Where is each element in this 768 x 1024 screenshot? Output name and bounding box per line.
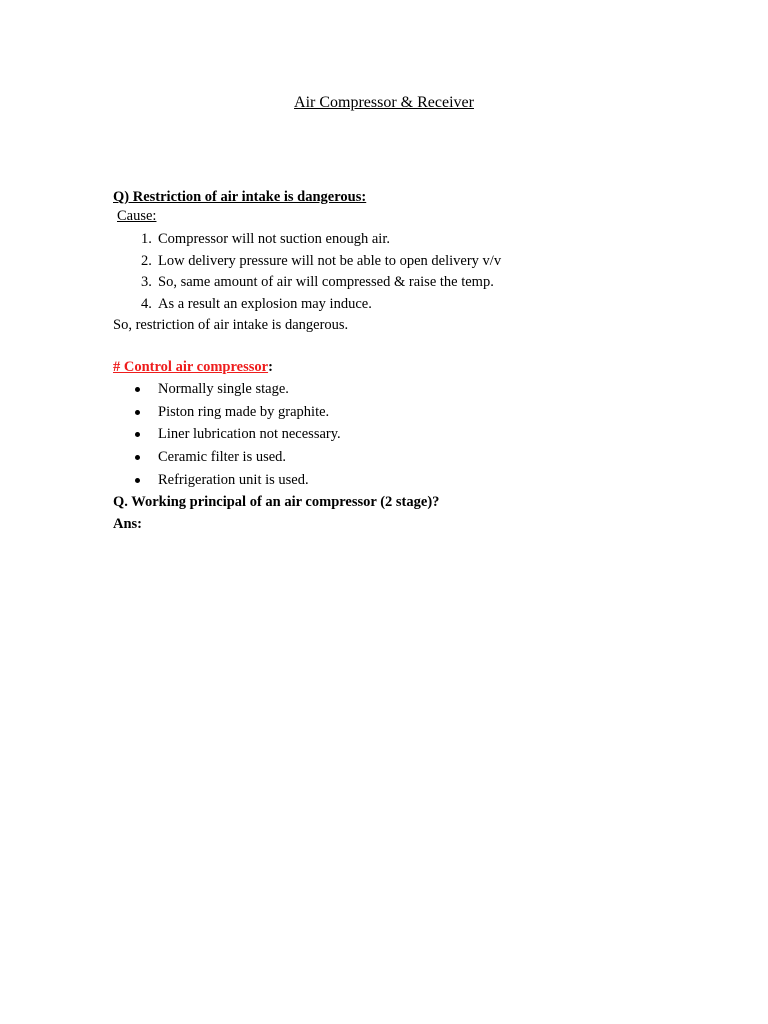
document-title: Air Compressor & Receiver: [294, 94, 474, 111]
list-item: [113, 272, 708, 294]
bullet-icon: [135, 387, 140, 392]
section-control-air-compressor: [113, 356, 708, 535]
list-item-text: Normally single stage.: [158, 381, 289, 397]
section-heading-air-intake: Q) Restriction of air intake is dangerous:: [113, 189, 367, 205]
list-item: [113, 423, 708, 446]
cause-list: [113, 229, 708, 315]
list-item-text: Ceramic filter is used.: [158, 449, 287, 466]
list-item-number: 2.: [141, 252, 152, 269]
list-item-text: Piston ring made by graphite.: [158, 403, 330, 420]
list-item-text: Low delivery pressure will not be able to open delivery v/v: [158, 252, 502, 269]
list-item: [113, 251, 708, 273]
list-item-text: As a result an explosion may induce.: [158, 295, 372, 312]
bullet-icon: [135, 410, 140, 415]
section-heading-control-air-compressor: [113, 356, 708, 378]
cause-label: Cause:: [117, 208, 157, 224]
list-item-text: Compressor will not suction enough air.: [158, 231, 390, 247]
list-item: [113, 446, 708, 469]
control-heading-red-text: # Control air compressor: [113, 359, 269, 375]
bullet-icon: [135, 478, 140, 483]
list-item-text: Refrigeration unit is used.: [158, 471, 309, 488]
question-working-principal: Q. Working principal of an air compressor (2 stage)?: [113, 494, 440, 511]
control-bullet-list: [113, 378, 708, 491]
list-item: [113, 378, 708, 401]
section-air-intake: [113, 189, 708, 336]
list-item-text: So, same amount of air will compressed & raise the temp.: [158, 274, 494, 290]
bullet-icon: [135, 455, 140, 460]
list-item-number: 3.: [141, 274, 152, 290]
bullet-icon: [135, 432, 140, 437]
list-item: [113, 401, 708, 424]
answer-label: Ans:: [113, 516, 143, 533]
conclusion-text: So, restriction of air intake is dangerous.: [113, 317, 349, 333]
list-item-text: Liner lubrication not necessary.: [158, 426, 341, 443]
list-item: [113, 294, 708, 316]
list-item-number: 1.: [141, 231, 152, 247]
list-item: [113, 469, 708, 492]
control-heading-colon: :: [268, 359, 273, 375]
list-item-number: 4.: [141, 295, 152, 312]
list-item: [113, 229, 708, 251]
